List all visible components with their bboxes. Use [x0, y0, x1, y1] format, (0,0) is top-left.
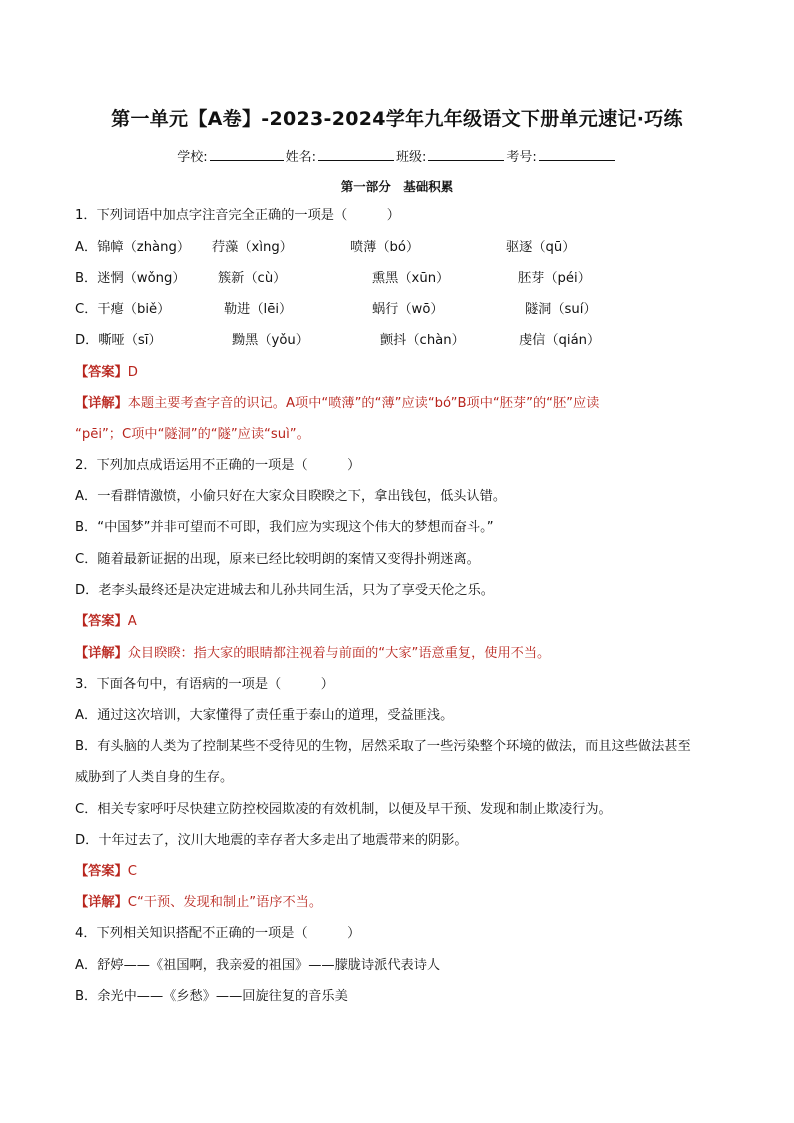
- q1-option-d-2: 黝黑（yǒu）: [232, 333, 309, 348]
- q1-answer: [75, 365, 138, 381]
- q3-option-d: D．十年过去了，汶川大地震的幸存者大多走出了地震带来的阴影。: [75, 833, 468, 848]
- q1-detail-line2: “pēi”；C项中“隧洞”的“隧”应读“suì”。: [75, 427, 310, 442]
- detail-tag: 【详解】: [75, 895, 128, 910]
- number-label: 考号:: [506, 150, 537, 165]
- q1-stem: 1．下列词语中加点字注音完全正确的一项是（ ）: [75, 208, 400, 223]
- q2-detail: [75, 646, 550, 662]
- answer-tag: 【答案】: [75, 614, 128, 629]
- q3-detail: [75, 895, 322, 911]
- q1-option-d-3: 颤抖（chàn）: [380, 333, 465, 348]
- q1-option-d-1: D．嘶哑（sī）: [75, 333, 162, 348]
- school-blank[interactable]: [210, 148, 284, 161]
- answer-value: A: [127, 614, 137, 629]
- q3-option-b-cont: 威胁到了人类自身的生存。: [75, 770, 234, 785]
- class-label: 班级:: [396, 150, 427, 165]
- detail-tag: 【详解】: [75, 396, 128, 411]
- q4-option-a: A．舒婷——《祖国啊，我亲爱的祖国》——朦胧诗派代表诗人: [75, 958, 441, 973]
- q3-stem: 3．下面各句中，有语病的一项是（ ）: [75, 677, 334, 692]
- q2-option-a: A．一看群情激愤，小偷只好在大家众目睽睽之下，拿出钱包，低头认错。: [75, 489, 507, 504]
- q3-option-a: A．通过这次培训，大家懂得了责任重于泰山的道理，受益匪浅。: [75, 708, 454, 723]
- q1-option-b-1: B．迷惘（wǒng）: [75, 271, 186, 286]
- answer-tag: 【答案】: [75, 365, 128, 380]
- detail-tag: 【详解】: [75, 646, 128, 661]
- q1-option-c-3: 蜗行（wō）: [372, 302, 444, 317]
- q1-option-a-2: 荇藻（xìng）: [212, 240, 293, 255]
- name-label: 姓名:: [285, 150, 316, 165]
- q2-option-b: B．“中国梦”并非可望而不可即，我们应为实现这个伟大的梦想而奋斗。”: [75, 520, 494, 535]
- q1-option-c-4: 隧洞（suí）: [525, 302, 597, 317]
- detail-text: C“干预、发现和制止”语序不当。: [127, 895, 323, 910]
- q1-detail-line1: [75, 396, 599, 412]
- q1-option-c-1: C．干瘪（biě）: [75, 302, 171, 317]
- number-blank[interactable]: [539, 148, 615, 161]
- student-info-line: [0, 146, 794, 165]
- q1-option-a-3: 喷薄（bó）: [350, 240, 420, 255]
- q4-option-b: B．余光中——《乡愁》——回旋往复的音乐美: [75, 989, 348, 1004]
- q1-option-b-2: 簇新（cù）: [218, 271, 287, 286]
- q3-option-c: C．相关专家呼吁尽快建立防控校园欺凌的有效机制，以便及早干预、发现和制止欺凌行为。: [75, 802, 612, 817]
- detail-text: 本题主要考查字音的识记。A项中“喷薄”的“薄”应读“bó”B项中“胚芽”的“胚”应读: [127, 396, 600, 411]
- q1-option-b-3: 熏黑（xūn）: [372, 271, 450, 286]
- answer-tag: 【答案】: [75, 864, 128, 879]
- q3-option-b: B．有头脑的人类为了控制某些不受待见的生物，居然采取了一些污染整个环境的做法，而且这些做法甚至: [75, 739, 691, 754]
- q2-option-c: C．随着最新证据的出现，原来已经比较明朗的案情又变得扑朔迷离。: [75, 552, 480, 567]
- q1-option-c-2: 勒进（lēi）: [224, 302, 293, 317]
- q3-answer: [75, 864, 137, 880]
- school-label: 学校:: [177, 150, 208, 165]
- q2-stem: 2．下列加点成语运用不正确的一项是（ ）: [75, 458, 361, 473]
- q1-option-d-4: 虔信（qián）: [519, 333, 601, 348]
- page-title: 第一单元【A卷】-2023-2024学年九年级语文下册单元速记·巧练: [111, 108, 683, 130]
- detail-text: 众目睽睽：指大家的眼睛都注视着与前面的“大家”语意重复，使用不当。: [127, 646, 551, 661]
- name-blank[interactable]: [318, 148, 394, 161]
- q2-option-d: D．老李头最终还是决定进城去和儿孙共同生活，只为了享受天伦之乐。: [75, 583, 494, 598]
- q4-stem: 4．下列相关知识搭配不正确的一项是（ ）: [75, 926, 361, 941]
- q1-option-b-4: 胚芽（péi）: [518, 271, 591, 286]
- answer-value: C: [127, 864, 137, 879]
- answer-value: D: [127, 365, 138, 380]
- section-heading: 第一部分 基础积累: [340, 179, 454, 194]
- q1-option-a-1: A．锦幛（zhàng）: [75, 240, 191, 255]
- q2-answer: [75, 614, 137, 630]
- class-blank[interactable]: [428, 148, 504, 161]
- q1-option-a-4: 驱逐（qū）: [506, 240, 576, 255]
